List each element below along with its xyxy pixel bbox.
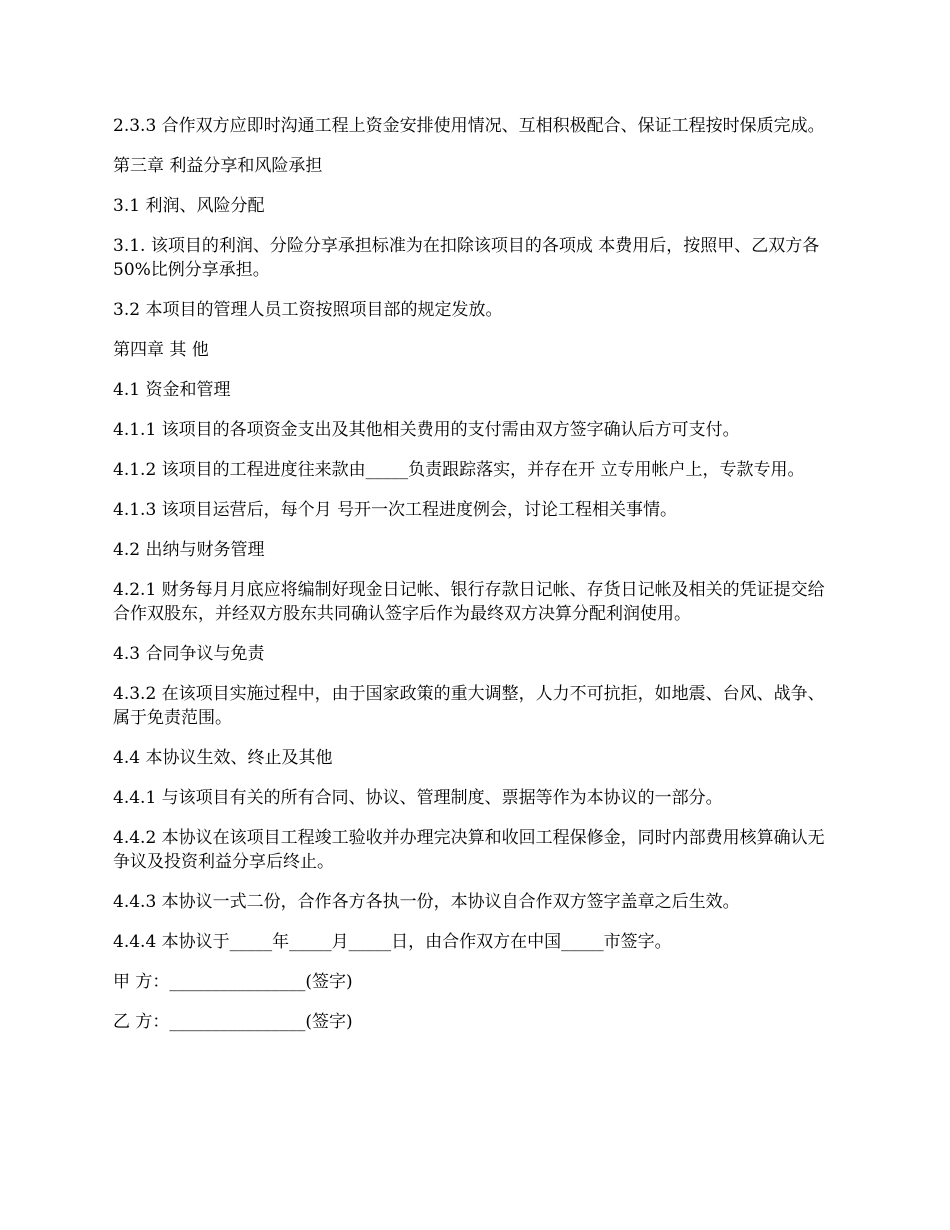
clause-3-2: 3.2 本项目的管理人员工资按照项目部的规定发放。 <box>113 300 503 320</box>
section-4-2-heading: 4.2 出纳与财务管理 <box>113 540 265 560</box>
section-4-1-heading: 4.1 资金和管理 <box>113 380 231 400</box>
clause-4-4-2: 4.4.2 本协议在该项目工程竣工验收并办理完决算和收回工程保修金，同时内部费用核算确认无争议及投资利益分享后终止。 <box>113 828 825 872</box>
clause-4-1-3: 4.1.3 该项目运营后，每个月 号开一次工程进度例会，讨论工程相关事情。 <box>113 500 678 520</box>
clause-2-3-3: 2.3.3 合作双方应即时沟通工程上资金安排使用情况、互相积极配合、保证工程按时保质完成。 <box>113 116 825 136</box>
clause-4-1-1: 4.1.1 该项目的各项资金支出及其他相关费用的支付需由双方签字确认后方可支付。 <box>113 420 740 440</box>
clause-4-2-1: 4.2.1 财务每月月底应将编制好现金日记帐、银行存款日记帐、存货日记帐及相关的凭证提交给合作双股东，并经双方股东共同确认签字后作为最终双方决算分配利润使用。 <box>113 580 825 624</box>
chapter-4-heading: 第四章 其 他 <box>113 340 209 360</box>
section-4-3-heading: 4.3 合同争议与免责 <box>113 644 265 664</box>
party-b-signature-line: 乙 方：________________(签字) <box>113 1012 353 1032</box>
clause-3-1: 3.1. 该项目的利润、分险分享承担标准为在扣除该项目的各项成 本费用后，按照甲、乙双方各 50%比例分享承担。 <box>113 236 825 280</box>
clause-4-4-4: 4.4.4 本协议于_____年_____月_____日，由合作双方在中国_____市签字。 <box>113 932 672 952</box>
section-4-4-heading: 4.4 本协议生效、终止及其他 <box>113 748 333 768</box>
clause-4-4-3: 4.4.3 本协议一式二份，合作各方各执一份，本协议自合作双方签字盖章之后生效。 <box>113 892 740 912</box>
chapter-3-heading: 第三章 利益分享和风险承担 <box>113 156 323 176</box>
section-3-1-heading: 3.1 利润、风险分配 <box>113 196 265 216</box>
clause-4-1-2: 4.1.2 该项目的工程进度往来款由_____负责跟踪落实，并存在开 立专用帐户上，专款专用。 <box>113 460 805 480</box>
clause-4-4-1: 4.4.1 与该项目有关的所有合同、协议、管理制度、票据等作为本协议的一部分。 <box>113 788 723 808</box>
party-a-signature-line: 甲 方：________________(签字) <box>113 972 353 992</box>
document-body <box>113 114 835 1050</box>
clause-4-3-2: 4.3.2 在该项目实施过程中，由于国家政策的重大调整，人力不可抗拒，如地震、台风、战争、属于免责范围。 <box>113 684 825 728</box>
